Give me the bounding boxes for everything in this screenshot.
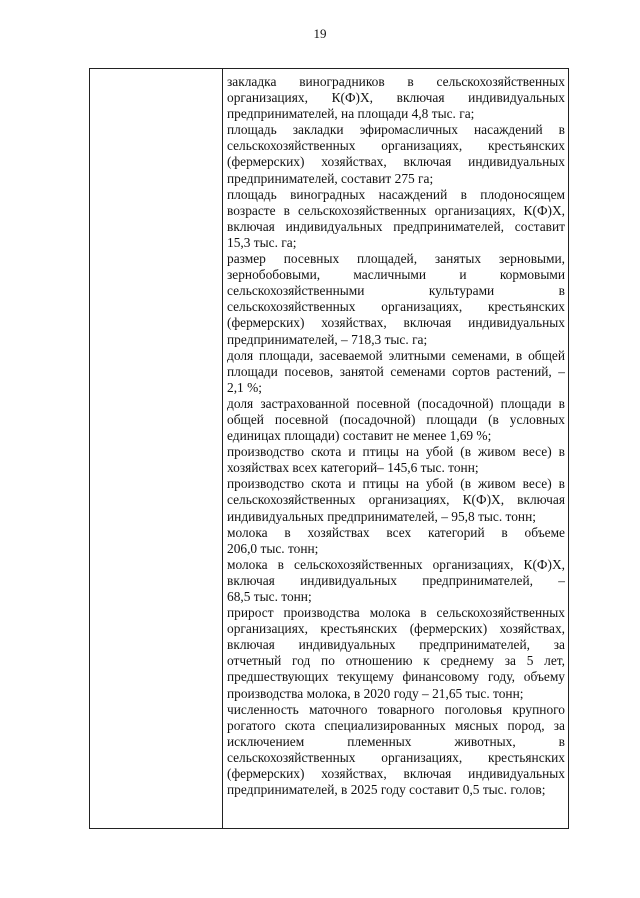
page-number: 19 <box>313 26 327 41</box>
text-line: производство скота и птицы на убой (в живом весе) в <box>227 444 565 460</box>
text-line: доля площади, засеваемой элитными семенами, в общей <box>227 347 565 363</box>
text-line: прирост производства молока в сельскохозяйственных <box>227 605 565 621</box>
text-line: хозяйствах всех категорий– 145,6 тыс. тонн; <box>227 460 479 476</box>
text-line: возрасте в сельскохозяйственных организациях, К(Ф)Х, <box>227 202 565 218</box>
text-line: предпринимателей, – 718,3 тыс. га; <box>227 331 428 347</box>
text-line: площадь закладки эфиромасличных насаждений в <box>227 122 565 138</box>
column-divider <box>222 69 223 828</box>
text-line: площади посевов, занятой семенами сортов растений, – <box>227 363 565 379</box>
text-line: (фермерских) хозяйствах, включая индивидуальных <box>227 315 565 331</box>
document-table <box>89 68 569 829</box>
text-line: организациях, крестьянских (фермерских) хозяйствах, <box>227 621 565 637</box>
text-line: общей посевной (посадочной) площади (в условных <box>227 411 565 427</box>
text-line: организациях, К(Ф)Х, включая индивидуальных <box>227 90 565 106</box>
text-line: сельскохозяйственных организациях, крестьянских <box>227 749 565 765</box>
text-line: включая индивидуальных предпринимателей, составит <box>227 218 565 234</box>
text-line: закладка виноградников в сельскохозяйственных <box>227 74 565 89</box>
table-cell-text <box>227 74 565 798</box>
text-line: производства молока, в 2020 году – 21,65 тыс. тонн; <box>227 685 524 701</box>
text-line: (фермерских) хозяйствах, включая индивидуальных <box>227 766 565 782</box>
text-line: площадь виноградных насаждений в плодоносящем <box>227 186 565 202</box>
text-line: сельскохозяйственными культурами в <box>227 283 565 299</box>
text-line: (фермерских) хозяйствах, включая индивидуальных <box>227 154 565 170</box>
text-line: рогатого скота специализированных мясных пород, за <box>227 717 565 733</box>
text-line: молока в хозяйствах всех категорий в объеме <box>227 524 565 540</box>
text-line: отчетный год по отношению к среднему за 5 лет, <box>227 653 565 669</box>
text-line: 68,5 тыс. тонн; <box>227 589 312 604</box>
text-line: сельскохозяйственных организациях, крестьянских <box>227 138 565 154</box>
text-line: сельскохозяйственных организациях, К(Ф)Х, включая <box>227 492 565 508</box>
text-line: размер посевных площадей, занятых зерновыми, <box>227 251 565 267</box>
text-line: единицах площади) составит не менее 1,69 %; <box>227 428 492 444</box>
text-line: предпринимателей, составит 275 га; <box>227 170 434 186</box>
text-line: зернобобовыми, масличными и кормовыми <box>227 267 565 283</box>
text-line: предпринимателей, в 2025 году составит 0,5 тыс. голов; <box>227 782 546 798</box>
text-line: исключением племенных животных, в <box>227 733 565 749</box>
text-line: производство скота и птицы на убой (в живом весе) в <box>227 476 565 492</box>
text-line: предпринимателей, на площади 4,8 тыс. га; <box>227 106 475 122</box>
text-line: 2,1 %; <box>227 379 262 395</box>
text-line: включая индивидуальных предпринимателей, – <box>227 572 565 588</box>
text-line: 15,3 тыс. га; <box>227 234 297 250</box>
text-line: численность маточного товарного поголовья крупного <box>227 701 565 717</box>
text-line: молока в сельскохозяйственных организациях, К(Ф)Х, <box>227 556 565 572</box>
text-line: включая индивидуальных предпринимателей, за <box>227 637 565 653</box>
text-line: сельскохозяйственных организациях, крестьянских <box>227 299 565 315</box>
text-line: предшествующих текущему финансовому году, объему <box>227 669 565 685</box>
text-line: доля застрахованной посевной (посадочной) площади в <box>227 395 565 411</box>
text-line: индивидуальных предпринимателей, – 95,8 тыс. тонн; <box>227 508 536 524</box>
text-line: 206,0 тыс. тонн; <box>227 540 319 556</box>
